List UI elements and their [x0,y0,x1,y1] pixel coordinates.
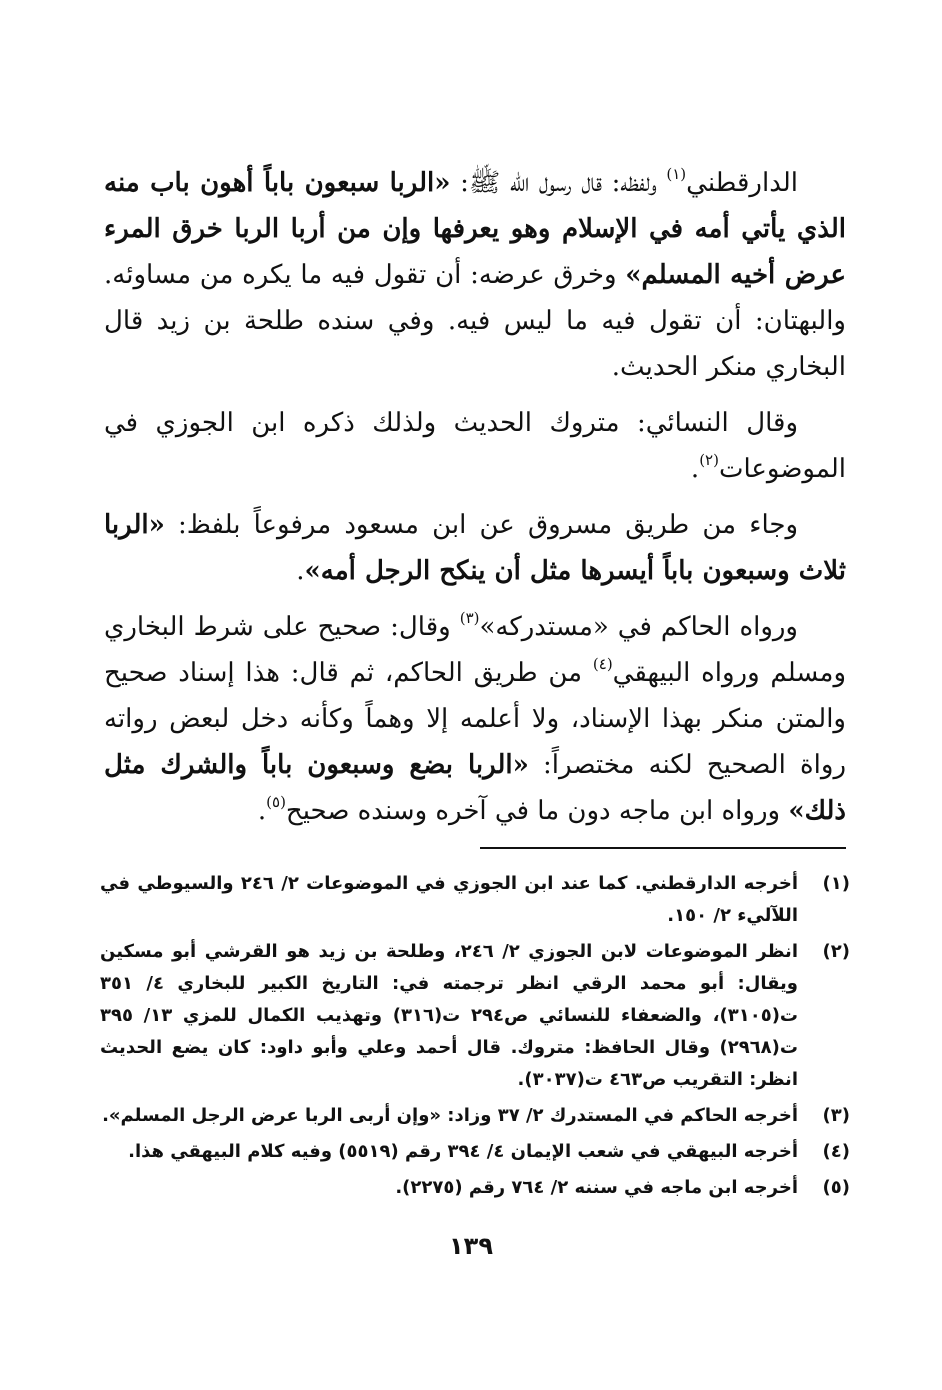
footnote-number: (٥) [822,1177,850,1198]
footnote-text: انظر الموضوعات لابن الجوزي ٢/ ٢٤٦، وطلحة بن زيد هو القرشي أبو مسكين ويقال: أبو محمد الرقي انظر ترجمته في: التاريخ الكبير للبخاري ٤/ ٣٥١ ت(٣١٠٥)، والضعفاء للنسائي ص٢٩٤ ت(٣١٦) وتهذيب الكمال للمزي ١٣/ ٣٩٥ ت(٢٩٦٨) وقال الحافظ: متروك. قال أحمد وعلي وأبو داود: كان يضع الحديث انظر: التقريب ص٤٦٣ ت(٣٠٣٧). [100,941,799,1090]
paragraph-2 [104,400,846,492]
footnote-number: (٤) [822,1141,850,1162]
hadith-quote: «الربا ثلاث وسبعون باباً أيسرها مثل أن ينكح الرجل أمه» [104,510,846,586]
text-run: وقال النسائي: متروك الحديث ولذلك ذكره ابن الجوزي في الموضوعات [104,408,846,484]
text-run: ورواه ابن ماجه دون ما في آخره وسنده صحيح [285,796,789,826]
footnote-number: (٣) [822,1105,850,1126]
footnote-text: أخرجه ابن ماجه في سننه ٢/ ٧٦٤ رقم (٢٢٧٥). [395,1177,798,1198]
hadith-quote: «الربا بضع وسبعون باباً والشرك مثل ذلك» [104,750,846,826]
footnote-5 [100,1172,850,1204]
text-run: ولفظه: قال رسول الله ﷺ: [450,168,667,198]
footnote-ref-3: (٣) [459,609,480,627]
text-run: وقال: صحيح على شرط البخاري ومسلم ورواه البيهقي [104,612,846,688]
footnote-ref-5: (٥) [266,793,286,811]
footnotes [100,868,850,1208]
footnote-number: (١) [822,873,850,894]
footnote-number: (٢) [822,941,850,962]
paragraph-4 [104,604,846,834]
main-text [104,160,846,844]
footnote-ref-2: (٢) [699,451,719,469]
text-run: . [690,454,700,484]
footnote-4 [100,1136,850,1168]
text-run: . [296,556,305,586]
text-run: الدارقطني [686,168,799,198]
text-run: ورواه الحاكم في «مستدركه» [479,612,798,642]
text-run: وجاء من طريق مسروق عن ابن مسعود مرفوعاً بلفظ: [164,510,798,540]
footnote-1 [100,868,850,932]
footnote-2 [100,936,850,1096]
text-run: . [257,796,267,826]
footnote-3 [100,1100,850,1132]
footnote-text: أخرجه الدارقطني. كما عند ابن الجوزي في الموضوعات ٢/ ٢٤٦ والسيوطي في اللآليء ٢/ ١٥٠. [100,873,798,926]
footnote-text: أخرجه الحاكم في المستدرك ٢/ ٣٧ وزاد: «وإن أربى الربا عرض الرجل المسلم». [102,1105,798,1126]
text-run: وخرق عرضه: أن تقول فيه ما يكره من مساوئه. والبهتان: أن تقول فيه ما ليس فيه. وفي سنده طلحة بن زيد قال البخاري منكر الحديث. [104,260,846,382]
page-number: ١٣٩ [449,1232,493,1260]
paragraph-1 [104,160,846,390]
footnote-separator [480,847,846,849]
footnote-ref-1: (١) [666,165,687,183]
footnote-ref-4: (٤) [592,655,613,673]
text-run: من طريق الحاكم، ثم قال: هذا إسناد صحيح والمتن منكر بهذا الإسناد، ولا أعلمه إلا وهماً وكأنه دخل لبعض رواته رواة الصحيح لكنه مختصراً: [104,658,846,780]
paragraph-3 [104,502,846,594]
hadith-quote: «الربا سبعون باباً أهون باب منه الذي يأتي أمه في الإسلام وهو يعرفها وإن من أربا الربا خرق المرء عرض أخيه المسلم» [104,168,846,290]
footnote-text: أخرجه البيهقي في شعب الإيمان ٤/ ٣٩٤ رقم (٥٥١٩) وفيه كلام البيهقي هذا. [128,1141,798,1162]
